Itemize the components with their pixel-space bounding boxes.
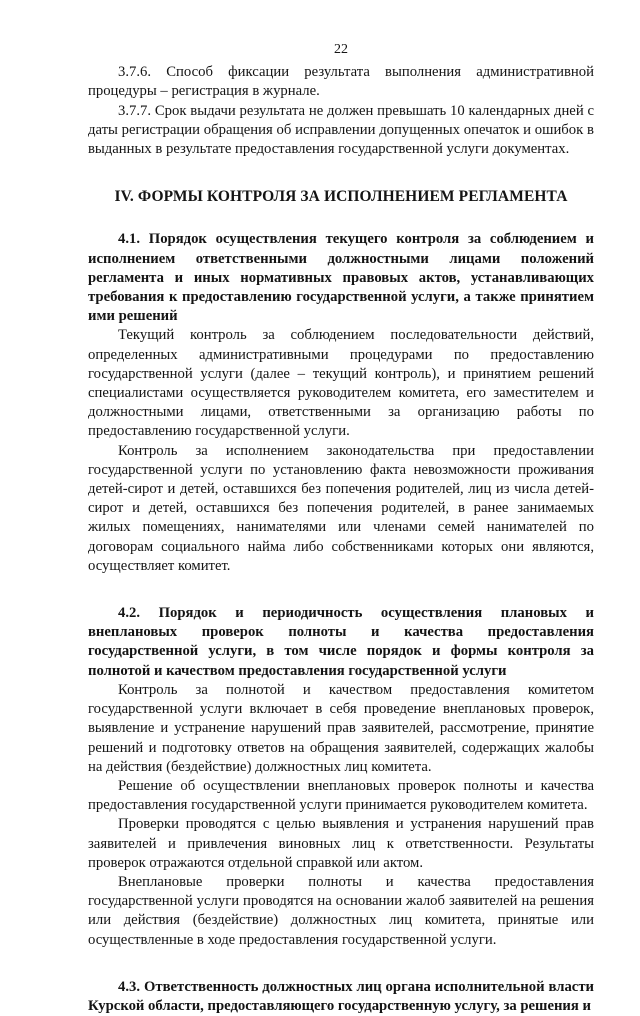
paragraph-3-7-6: 3.7.6. Способ фиксации результата выполнения административной процедуры – регистрация в журнале. bbox=[88, 64, 594, 100]
page-number: 22 bbox=[334, 42, 348, 57]
spacer bbox=[88, 950, 594, 978]
subsection-4-1-heading: 4.1. Порядок осуществления текущего контроля за соблюдением и исполнением ответственными должностными лицами положений регламента и иных нормативных правовых актов, устанавливающих требования к предоставлению государственной услуги, а также принятием ими решений bbox=[88, 231, 594, 325]
paragraph-4-2-1: Контроль за полнотой и качеством предоставления комитетом государственной услуги включает в себя проведение внеплановых проверок, выявление и устранение нарушений прав заявителей, рассмотрение, принятие решений и подготовку ответов на обращения заявителей, содержащих жалобы на действия (бездействие) должностных лиц комитета. bbox=[88, 681, 594, 775]
paragraph-4-2-3: Проверки проводятся с целью выявления и устранения нарушений прав заявителей и привлечения виновных лиц к ответственности. Результаты проверок отражаются отдельной справкой или актом. bbox=[88, 816, 594, 871]
subsection-4-3-heading: 4.3. Ответственность должностных лиц органа исполнительной власти Курской области, предоставляющего государственную услугу, за решения и bbox=[88, 978, 594, 1014]
paragraph-4-1-1: Текущий контроль за соблюдением последовательности действий, определенных административными процедурами по предоставлению государственной услуги (далее – текущий контроль), и принятием решений специалистами осуществляется руководителем комитета, его заместителем и должностными лицами, ответственными за организацию работы по предоставлению государственной услуги. bbox=[88, 327, 594, 440]
paragraph-4-2-2: Решение об осуществлении внеплановых проверок полноты и качества предоставления государственной услуги принимается руководителем комитета. bbox=[88, 777, 594, 814]
spacer bbox=[88, 206, 594, 230]
paragraph-4-1-2: Контроль за исполнением законодательства при предоставлении государственной услуги по установлению факта невозможности проживания детей-сирот и детей, оставшихся без попечения родителей, лиц из числа детей-сирот и детей, оставшихся без попечения родителей, в ранее занимаемых жилых помещениях, нанимателями или членами семей нанимателей по договорам социального найма либо собственниками которых они являются, осуществляет комитет. bbox=[88, 442, 594, 574]
paragraph-4-2-4: Внеплановые проверки полноты и качества предоставления государственной услуги проводятся на основании жалоб заявителей на решения или действия (бездействие) должностных лиц комитета, принятые или осуществленные в ходе предоставления государственной услуги. bbox=[88, 873, 594, 948]
spacer bbox=[88, 159, 594, 187]
subsection-4-2-heading: 4.2. Порядок и периодичность осуществления плановых и внеплановых проверок полноты и качества предоставления государственной услуги, в том числе порядок и формы контроля за полнотой и качеством предоставления государственной услуги bbox=[88, 605, 594, 679]
spacer bbox=[88, 576, 594, 604]
paragraph-3-7-7: 3.7.7. Срок выдачи результата не должен превышать 10 календарных дней с даты регистрации обращения об исправлении допущенных опечаток и ошибок в выданных в результате предоставления государственной услуги документах. bbox=[88, 102, 594, 158]
section-title: IV. ФОРМЫ КОНТРОЛЯ ЗА ИСПОЛНЕНИЕМ РЕГЛАМЕНТА bbox=[114, 188, 568, 206]
